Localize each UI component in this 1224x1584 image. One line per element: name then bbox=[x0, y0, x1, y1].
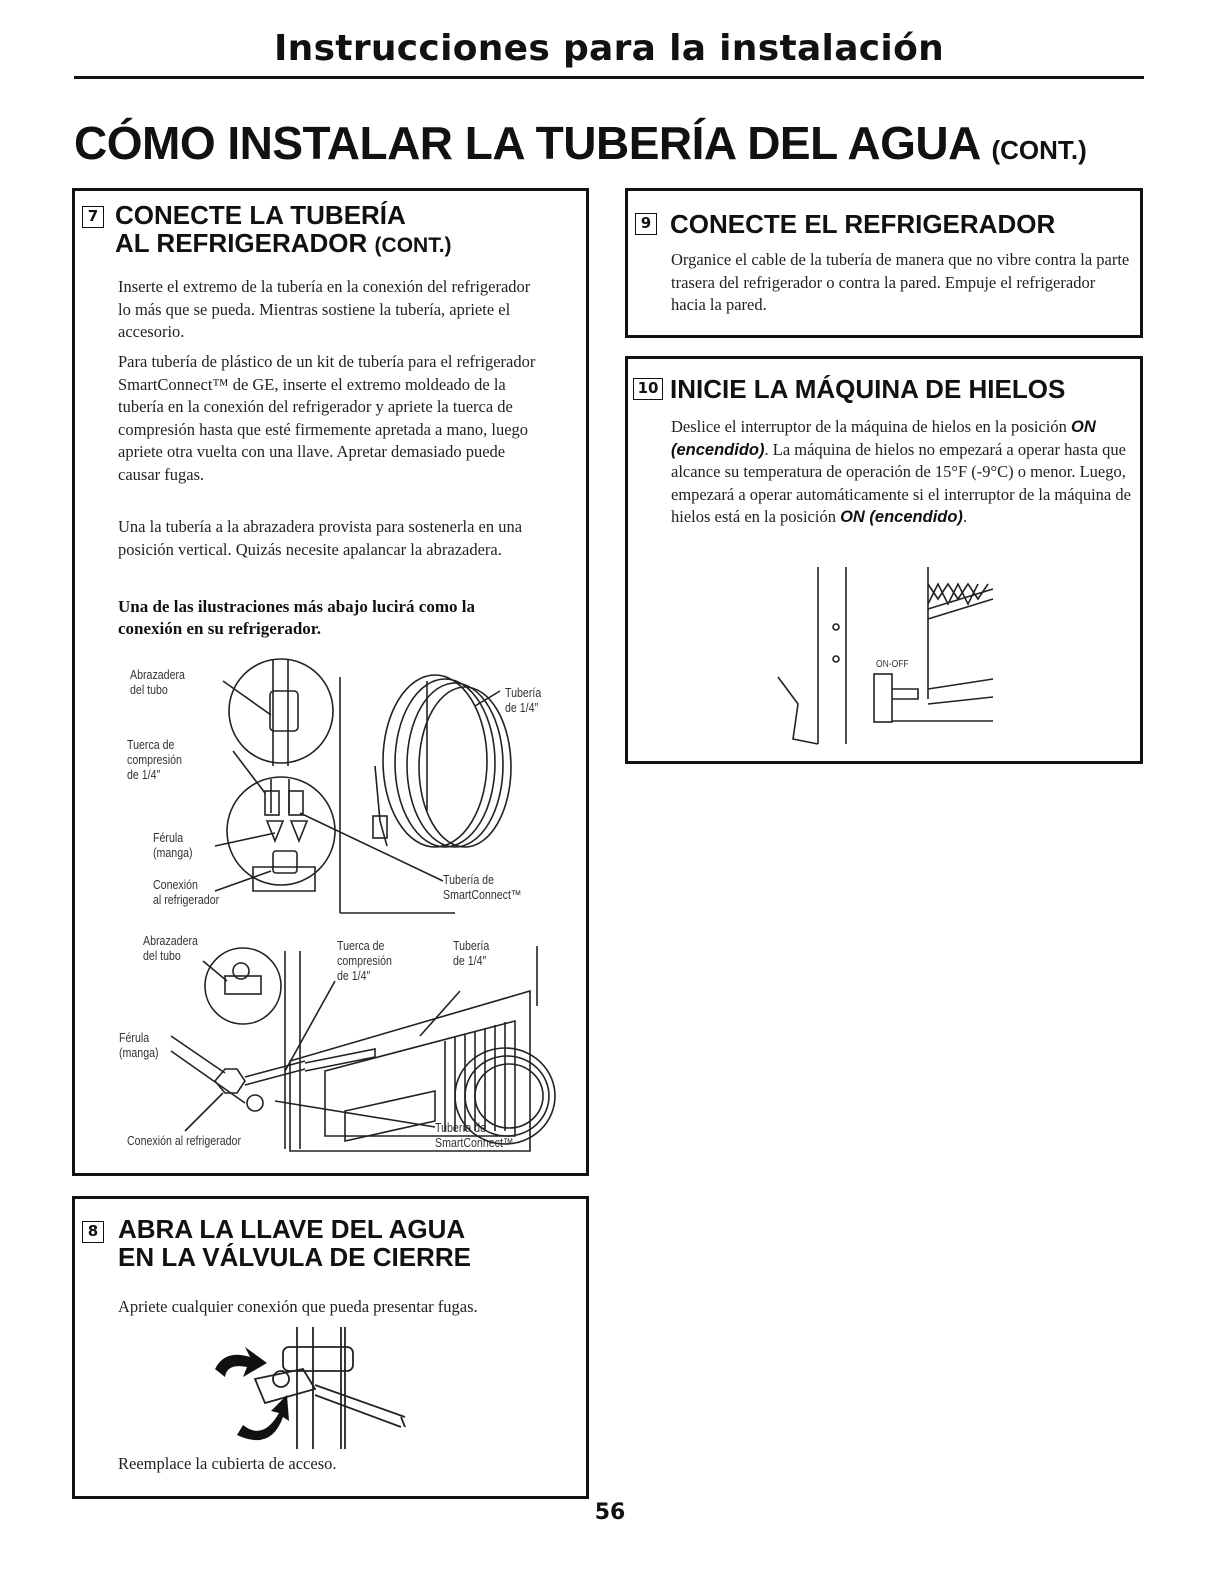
fig1-label-clamp: Abrazadera del tubo bbox=[130, 668, 185, 697]
step8-title-line2: EN LA VÁLVULA DE CIERRE bbox=[118, 1242, 471, 1272]
step7-para2: Para tubería de plástico de un kit de tubería para el refrigerador SmartConnect™ de GE, inserte el extremo moldeado de la tubería en la conexión del refrigerador y apriete la tuerca de compresión hasta que esté firmemente apretada a mano, luego apriete otra vuelta con una llave. Apretar demasiado puede causar fugas. bbox=[118, 352, 536, 484]
fig2-label-tubing: Tubería de 1/4″ bbox=[453, 939, 490, 968]
step7-number: 7 bbox=[82, 206, 104, 228]
fig1-label-smart: Tubería de SmartConnect™ bbox=[443, 873, 522, 902]
fig2-illustration bbox=[75, 191, 592, 1179]
page-title-suffix: (CONT.) bbox=[991, 135, 1087, 165]
step8-para1: Apriete cualquier conexión que pueda presentar fugas. bbox=[118, 1297, 478, 1316]
page-header: Instrucciones para la instalación bbox=[273, 28, 945, 69]
step10-text-b: . La máquina de hielos no empezará a operar hasta que alcance su temperatura de operación de 15°F (-9°C) o menor. Luego, empezará a operar automáticamente si el interruptor de la máquina de hielos está en la posición bbox=[671, 439, 1131, 526]
step9-box bbox=[625, 188, 1143, 338]
fig2-label-smart: Tubería de SmartConnect™ bbox=[435, 1121, 514, 1150]
icemaker-illustration bbox=[628, 359, 1146, 767]
step10-text-a: Deslice el interruptor de la máquina de hielos en la posición bbox=[671, 417, 1067, 436]
fig2-label-ferrule: Férula (manga) bbox=[119, 1031, 159, 1060]
step10-title: INICIE LA MÁQUINA DE HIELOS bbox=[670, 374, 1066, 404]
step7-para4: Una de las ilustraciones más abajo lucirá como la conexión en su refrigerador. bbox=[118, 597, 475, 638]
step7-title-line1: CONECTE LA TUBERÍA bbox=[115, 200, 406, 230]
step7-para1: Inserte el extremo de la tubería en la conexión del refrigerador lo más que se pueda. Mientras sostiene la tubería, apriete el accesorio. bbox=[118, 277, 531, 341]
step10-on-label-1: ON (encendido) bbox=[671, 418, 1096, 459]
page-title bbox=[74, 116, 1087, 170]
step7-box bbox=[72, 188, 589, 1176]
fig1-label-tubing: Tubería de 1/4″ bbox=[505, 686, 542, 715]
step10-on-label-2: ON (encendido) bbox=[840, 508, 963, 526]
switch-label: ON-OFF bbox=[876, 659, 909, 670]
fig1-label-ferrule: Férula (manga) bbox=[153, 831, 193, 860]
step7-title-line2: AL REFRIGERADOR bbox=[115, 228, 368, 258]
page-title-text: CÓMO INSTALAR LA TUBERÍA DEL AGUA bbox=[74, 117, 980, 169]
header-rule bbox=[74, 76, 1144, 79]
step7-title-suffix: (CONT.) bbox=[374, 234, 452, 257]
fig1-label-connection: Conexión al refrigerador bbox=[153, 878, 220, 907]
step9-para: Organice el cable de la tubería de manera que no vibre contra la parte trasera del refrigerador o contra la pared. Empuje el refrigerador hacia la pared. bbox=[671, 250, 1130, 314]
page-number: 56 bbox=[594, 1500, 626, 1525]
step9-title: CONECTE EL REFRIGERADOR bbox=[670, 209, 1056, 239]
fig2-label-clamp: Abrazadera del tubo bbox=[143, 934, 198, 963]
step8-title-line1: ABRA LA LLAVE DEL AGUA bbox=[118, 1214, 466, 1244]
step8-number: 8 bbox=[82, 1221, 104, 1243]
fig1-label-nut: Tuerca de compresión de 1/4″ bbox=[127, 738, 182, 782]
step8-para2: Reemplace la cubierta de acceso. bbox=[118, 1454, 337, 1473]
fig2-label-connection: Conexión al refrigerador bbox=[127, 1134, 241, 1148]
step8-box bbox=[72, 1196, 589, 1499]
step10-number: 10 bbox=[633, 378, 663, 400]
step10-box bbox=[625, 356, 1143, 764]
step7-para3: Una la tubería a la abrazadera provista para sostenerla en una posición vertical. Quizás necesite apalancar la abrazadera. bbox=[118, 517, 523, 559]
step9-number: 9 bbox=[635, 213, 657, 235]
fig2-label-nut: Tuerca de compresión de 1/4″ bbox=[337, 939, 392, 983]
step10-text-c: . bbox=[962, 507, 968, 526]
